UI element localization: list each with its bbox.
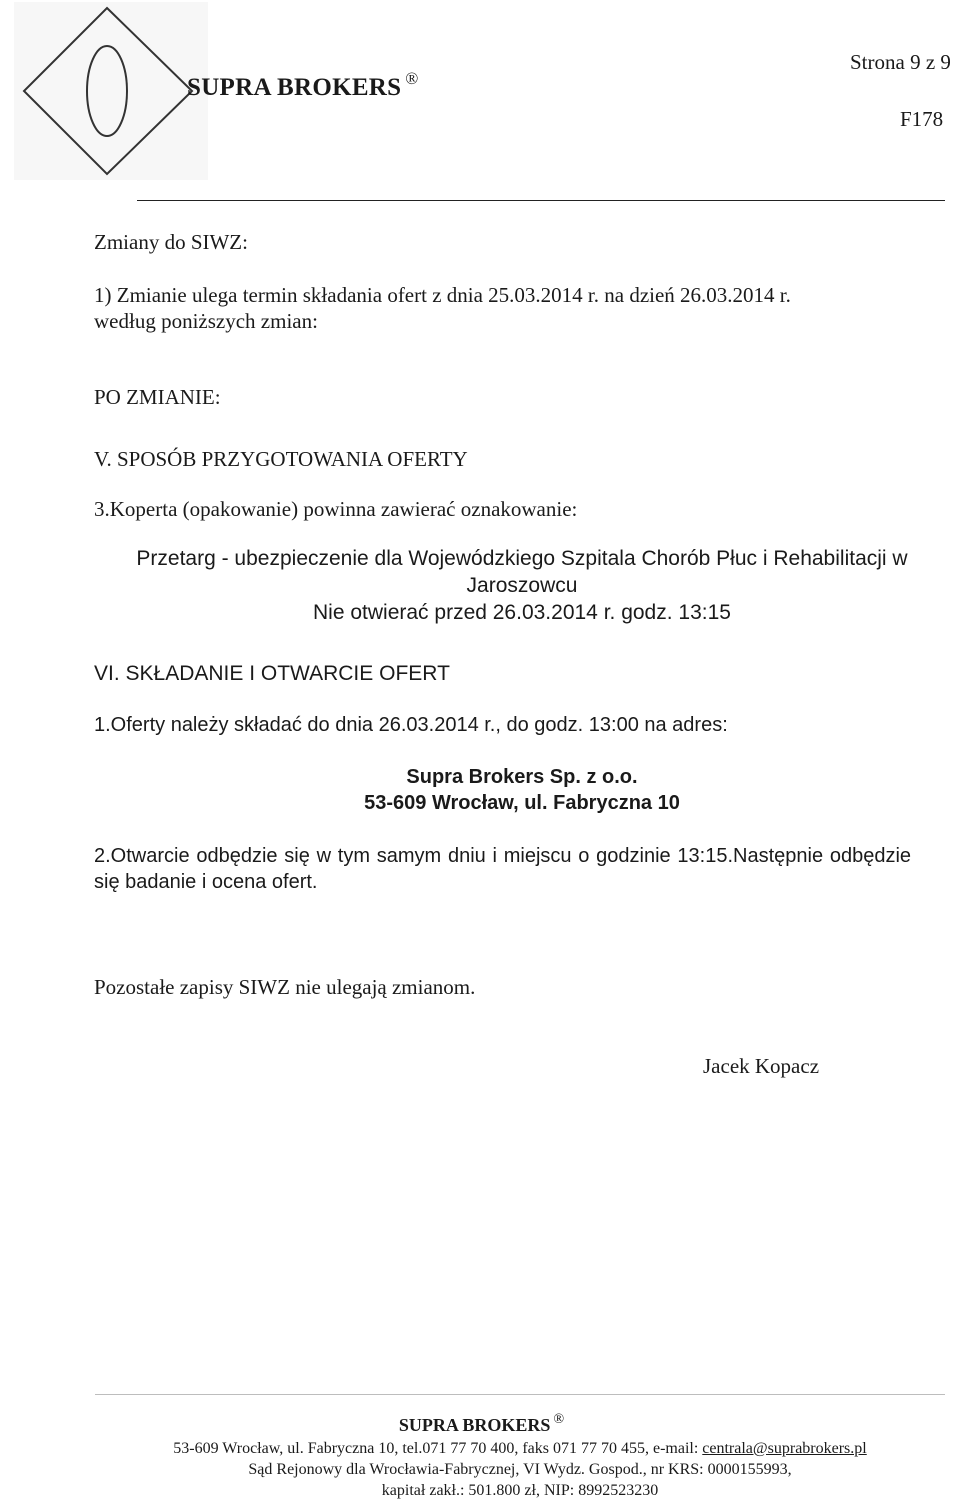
signature-name: Jacek Kopacz (703, 1054, 820, 1078)
company-logo (14, 2, 208, 180)
footer-contact-text: 53-609 Wrocław, ul. Fabryczna 10, tel.071 77 70 400, faks 071 77 70 455, e-mail: (173, 1440, 703, 1457)
opening-line-1: 2.Otwarcie odbędzie się w tym samym dniu i miejscu o godzinie 13:15.Następnie odbędzie (94, 845, 912, 867)
after-change-heading: PO ZMIANIE: (94, 385, 221, 409)
opening-line-2: się badanie i ocena ofert. (94, 871, 318, 893)
footer-divider (95, 1394, 945, 1395)
document-code: F178 (900, 107, 944, 131)
footer-contact (0, 1440, 960, 1458)
company-name: Supra Brokers Sp. z o.o. (406, 766, 638, 788)
footer-court-registry: Sąd Rejonowy dla Wrocławia-Fabrycznej, VI Wydz. Gospod., nr KRS: 0000155993, (248, 1461, 792, 1478)
page-number: Strona 9 z 9 (850, 50, 951, 74)
changes-title: Zmiany do SIWZ: (94, 230, 248, 254)
brand-name: SUPRA BROKERS ® (187, 69, 419, 101)
footer-email-link[interactable]: centrala@suprabrokers.pl (702, 1440, 867, 1457)
footer-brand: SUPRA BROKERS ® (398, 1412, 565, 1435)
registered-mark: ® (405, 69, 419, 88)
footer-registered-mark: ® (553, 1412, 565, 1427)
envelope-instruction: 3.Koperta (opakowanie) powinna zawierać oznakowanie: (94, 497, 578, 521)
change-1-line-1: 1) Zmianie ulega termin składania ofert z dnia 25.03.2014 r. na dzień 26.03.2014 r. (94, 283, 791, 307)
tender-line-2: Jaroszowcu (466, 574, 578, 597)
section-5-heading: V. SPOSÓB PRZYGOTOWANIA OFERTY (94, 447, 468, 471)
tender-line-3: Nie otwierać przed 26.03.2014 r. godz. 13:15 (313, 601, 731, 624)
offers-instruction: 1.Oferty należy składać do dnia 26.03.2014 r., do godz. 13:00 na adres: (94, 714, 728, 736)
footer-capital: kapitał zakł.: 501.800 zł, NIP: 8992523230 (381, 1482, 659, 1499)
company-address: 53-609 Wrocław, ul. Fabryczna 10 (364, 792, 680, 814)
tender-line-1: Przetarg - ubezpieczenie dla Wojewódzkiego Szpitala Chorób Płuc i Rehabilitacji w (136, 547, 908, 570)
header-divider (137, 200, 945, 201)
section-6-heading: VI. SKŁADANIE I OTWARCIE OFERT (94, 662, 450, 685)
change-1-line-2: według poniższych zmian: (94, 309, 318, 333)
remaining-provisions: Pozostałe zapisy SIWZ nie ulegają zmianom. (94, 975, 476, 999)
